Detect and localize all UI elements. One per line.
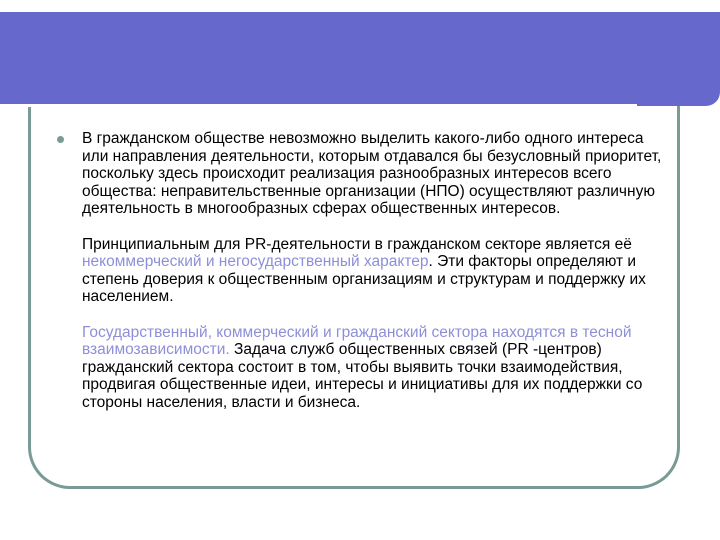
paragraph-3-text: Задача служб общественных связей (PR -центров) гражданский сектора состоит в том, чтобы выявить точки взаимодействия, продвигая общественные идеи, интересы и инициативы для их поддержки со стороны населения, власти и бизнеса. <box>82 341 643 411</box>
paragraph-1: В гражданском обществе невозможно выделить какого-либо одного интереса или направления деятельности, которым отдавался бы безусловный приоритет, поскольку здесь происходит реализация разнообразных интересов всего общества: неправительственные организации (НПО) осуществляют различную деятельность в многообразных сферах общественных интересов. <box>82 130 662 217</box>
paragraph-2 <box>82 236 667 306</box>
paragraph-2-text-a: Принципиальным для PR-деятельности в гражданском секторе является её <box>82 235 632 253</box>
bullet-item <box>57 130 667 411</box>
paragraph-3 <box>82 324 667 412</box>
title-banner <box>0 12 720 106</box>
paragraph-2-text-b: . Эти факторы определяют и степень доверия к общественным организациям и структурам и поддержку их населением. <box>82 253 646 305</box>
paragraph-2-highlight: некоммерческий и негосударственный характер <box>82 253 429 270</box>
bullet-dot-icon <box>57 136 64 143</box>
banner-rule <box>0 104 637 107</box>
paragraph-3-highlight: Государственный, коммерческий и гражданский сектора находятся в тесной взаимозависимости. <box>82 323 632 358</box>
slide-content <box>57 130 667 411</box>
